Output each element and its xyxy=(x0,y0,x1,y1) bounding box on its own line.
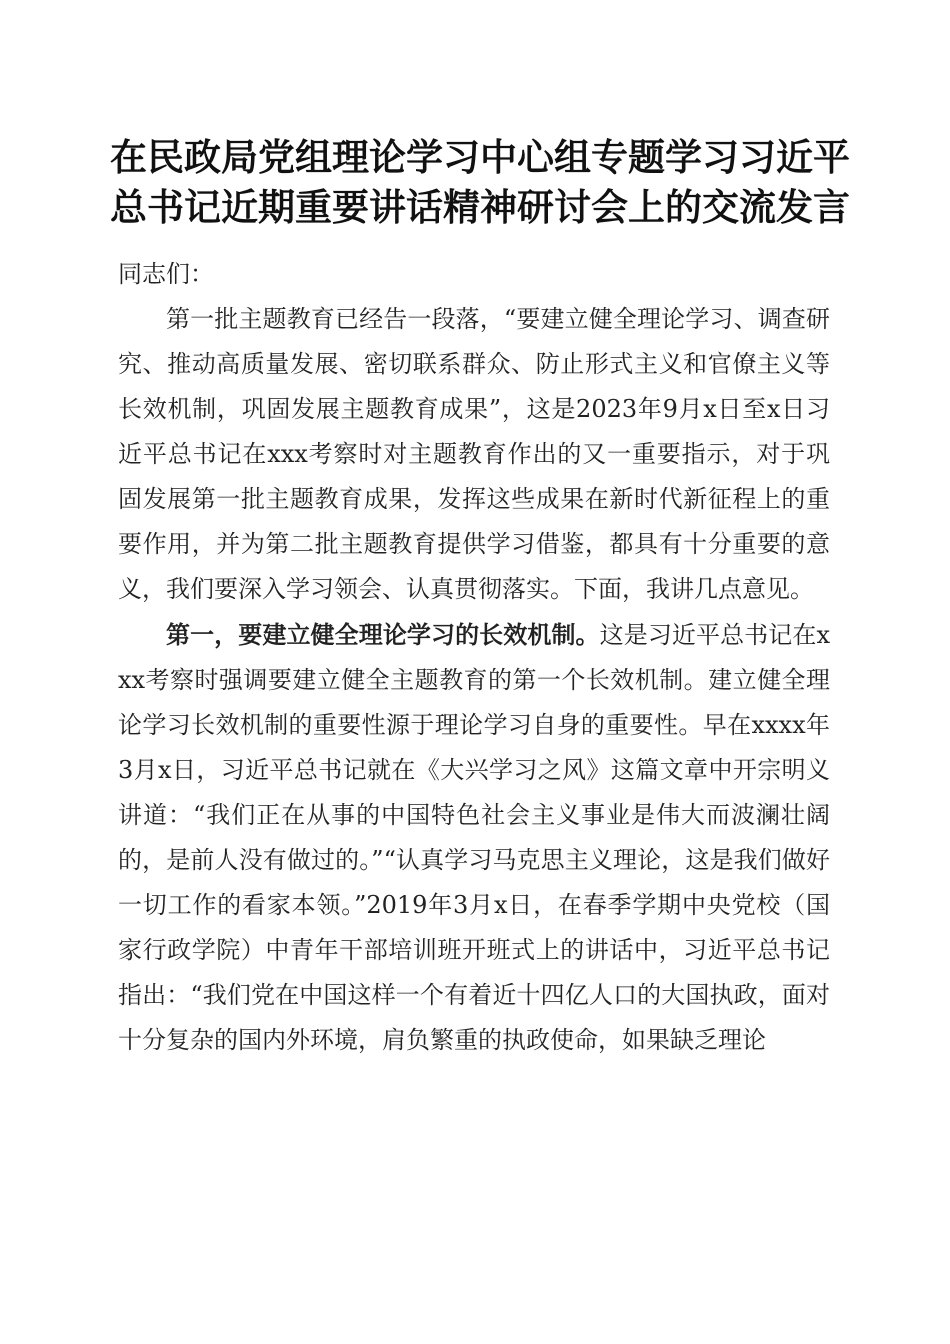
paragraph-2 xyxy=(118,612,830,1063)
title-line-2: 总书记近期重要讲话精神研讨会上的交流发言 xyxy=(110,185,850,229)
title-line-1: 在民政局党组理论学习中心组专题学习习近平 xyxy=(110,135,850,179)
document-body xyxy=(118,252,830,1063)
paragraph-1: 第一批主题教育已经告一段落，“要建立健全理论学习、调查研究、推动高质量发展、密切联系群众、防止形式主义和官僚主义等长效机制，巩固发展主题教育成果”，这是2023年9月x日至x日习近平总书记在xxx考察时对主题教育作出的又一重要指示，对于巩固发展第一批主题教育成果，发挥这些成果在新时代新征程上的重要作用，并为第二批主题教育提供学习借鉴，都具有十分重要的意义，我们要深入学习领会、认真贯彻落实。下面，我讲几点意见。 xyxy=(118,305,830,603)
paragraph-2-lead: 第一，要建立健全理论学习的长效机制。 xyxy=(166,620,600,649)
paragraph-2-body: 这是习近平总书记在xxx考察时强调要建立健全主题教育的第一个长效机制。建立健全理论学习长效机制的重要性源于理论学习自身的重要性。早在xxxx年3月x日，习近平总书记就在《大兴学习之风》这篇文章中开宗明义讲道：“我们正在从事的中国特色社会主义事业是伟大而波澜壮阔的，是前人没有做过的。”“认真学习马克思主义理论，这是我们做好一切工作的看家本领。”2019年3月x日，在春季学期中央党校（国家行政学院）中青年干部培训班开班式上的讲话中，习近平总书记指出：“我们党在中国这样一个有着近十四亿人口的大国执政，面对十分复杂的国内外环境，肩负繁重的执政使命，如果缺乏理论 xyxy=(118,621,830,1054)
document-title xyxy=(110,132,850,232)
salutation: 同志们： xyxy=(118,260,214,288)
